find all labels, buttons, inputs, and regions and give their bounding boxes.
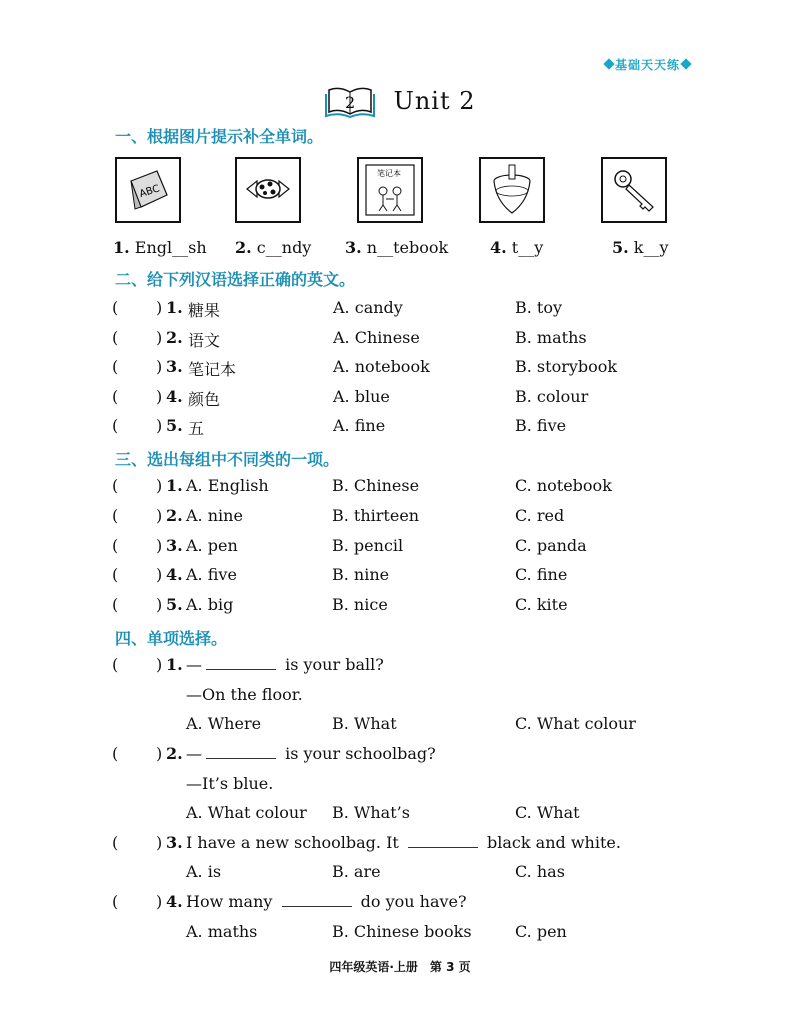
notebook-icon bbox=[359, 159, 421, 221]
dialog-reply: —On the floor. bbox=[186, 685, 303, 704]
word-item: 1. Engl__sh bbox=[113, 238, 207, 257]
option-b: B. nice bbox=[332, 595, 388, 614]
unit-header bbox=[0, 84, 800, 118]
option-a: A. notebook bbox=[333, 357, 430, 376]
diamond-icon bbox=[603, 58, 614, 69]
option-a: A. What colour bbox=[186, 803, 307, 822]
option-a: A. maths bbox=[186, 922, 258, 941]
section-1-title: 一、根据图片提示补全单词。 bbox=[115, 127, 324, 146]
unit-number: 2 bbox=[344, 93, 355, 112]
answer-blank bbox=[282, 906, 352, 907]
option-b: B. are bbox=[332, 862, 381, 881]
option-b: B. Chinese bbox=[332, 476, 420, 495]
option-a: A. Chinese bbox=[333, 328, 420, 347]
option-c: C. has bbox=[515, 862, 565, 881]
picture-key bbox=[601, 157, 667, 223]
option-b: B. thirteen bbox=[332, 506, 420, 525]
book-label: ABC bbox=[138, 183, 162, 201]
option-c: C. notebook bbox=[515, 476, 612, 495]
picture-candy bbox=[235, 157, 301, 223]
option-b: B. five bbox=[515, 416, 567, 435]
option-c: C. What bbox=[515, 803, 580, 822]
notebook-label: 笔记本 bbox=[377, 169, 401, 178]
word-item: 5. k__y bbox=[612, 238, 669, 257]
unit-title: Unit 2 bbox=[393, 87, 476, 115]
option-c: C. kite bbox=[515, 595, 568, 614]
option-a: A. is bbox=[186, 862, 222, 881]
section-3-title: 三、选出每组中不同类的一项。 bbox=[115, 450, 340, 469]
word-item: 2. c__ndy bbox=[235, 238, 312, 257]
option-b: B. toy bbox=[515, 298, 563, 317]
book-icon bbox=[117, 159, 179, 221]
section-4-title: 四、单项选择。 bbox=[115, 629, 228, 648]
page-footer: 四年级英语·上册 第 3 页 bbox=[329, 960, 471, 974]
option-b: B. maths bbox=[515, 328, 587, 347]
answer-blank bbox=[206, 669, 276, 670]
option-b: B. What bbox=[332, 714, 397, 733]
option-a: A. candy bbox=[333, 298, 403, 317]
option-b: B. Chinese books bbox=[332, 922, 472, 941]
picture-notebook bbox=[357, 157, 423, 223]
answer-blank bbox=[206, 758, 276, 759]
option-c: C. What colour bbox=[515, 714, 636, 733]
option-b: B. colour bbox=[515, 387, 589, 406]
open-book-icon bbox=[325, 84, 375, 118]
word-item: 4. t__y bbox=[490, 238, 544, 257]
spinning-top-icon bbox=[481, 159, 543, 221]
section-2-title: 二、给下列汉语选择正确的英文。 bbox=[115, 270, 356, 289]
option-c: C. panda bbox=[515, 536, 587, 555]
picture-top-toy bbox=[479, 157, 545, 223]
option-c: C. fine bbox=[515, 565, 568, 584]
practice-badge bbox=[603, 56, 692, 73]
option-a: A. Where bbox=[186, 714, 262, 733]
option-c: C. red bbox=[515, 506, 565, 525]
dialog-reply: —It’s blue. bbox=[186, 774, 274, 793]
option-a: A. fine bbox=[333, 416, 386, 435]
option-a: A. blue bbox=[333, 387, 390, 406]
option-b: B. What’s bbox=[332, 803, 410, 822]
option-b: B. nine bbox=[332, 565, 390, 584]
candy-icon bbox=[237, 159, 299, 221]
option-b: B. storybook bbox=[515, 357, 618, 376]
diamond-icon bbox=[680, 58, 691, 69]
badge-text: 基础天天练 bbox=[614, 58, 680, 72]
option-b: B. pencil bbox=[332, 536, 404, 555]
picture-book bbox=[115, 157, 181, 223]
answer-blank bbox=[408, 847, 478, 848]
word-item: 3. n__tebook bbox=[345, 238, 449, 257]
option-c: C. pen bbox=[515, 922, 567, 941]
key-icon bbox=[603, 159, 665, 221]
